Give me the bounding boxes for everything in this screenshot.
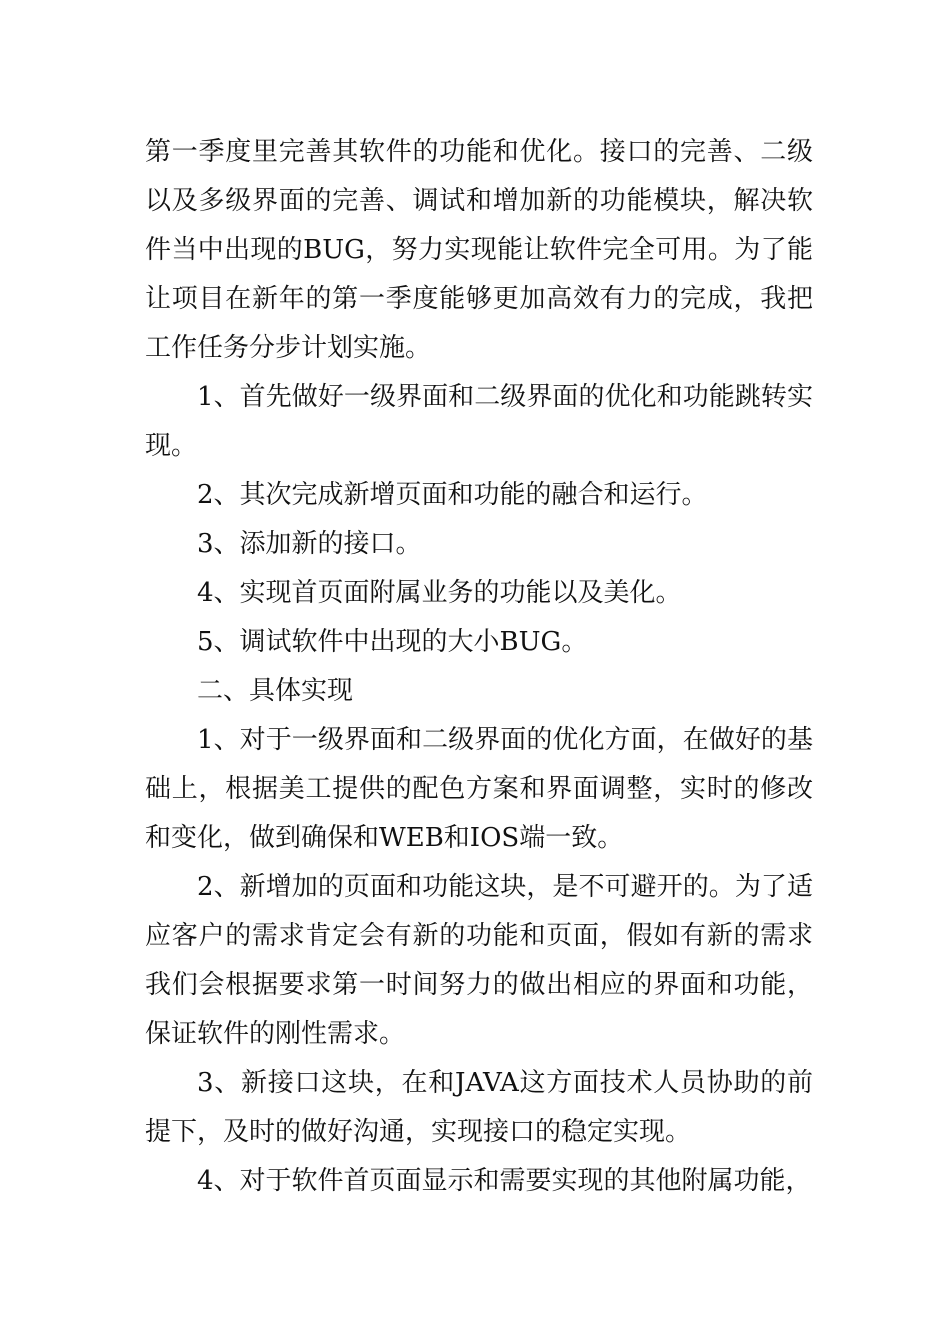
paragraph-detail-item-3: 3、新接口这块，在和JAVA这方面技术人员协助的前提下，及时的做好沟通，实现接口的稳定实现。 <box>145 1068 813 1147</box>
paragraph-detail-item-2: 2、新增加的页面和功能这块，是不可避开的。为了适应客户的需求肯定会有新的功能和页面，假如有新的需求我们会根据要求第一时间努力的做出相应的界面和功能，保证软件的刚性需求。 <box>145 872 813 1049</box>
paragraph-plan-item-3: 3、添加新的接口。 <box>197 529 422 559</box>
document-body <box>145 128 813 1206</box>
section-heading: 二、具体实现 <box>197 676 354 706</box>
paragraph-plan-item-1: 1、首先做好一级界面和二级界面的优化和功能跳转实现。 <box>145 382 813 461</box>
paragraph-plan-item-4: 4、实现首页面附属业务的功能以及美化。 <box>197 578 682 608</box>
paragraph-detail-item-1: 1、对于一级界面和二级界面的优化方面，在做好的基础上，根据美工提供的配色方案和界面调整，实时的修改和变化，做到确保和WEB和IOS端一致。 <box>145 725 813 853</box>
paragraph-plan-item-5: 5、调试软件中出现的大小BUG。 <box>197 627 588 657</box>
paragraph-detail-item-4: 4、对于软件首页面显示和需要实现的其他附属功能， <box>197 1166 812 1196</box>
paragraph-plan-item-2: 2、其次完成新增页面和功能的融合和运行。 <box>197 480 708 510</box>
paragraph-intro-continued: 第一季度里完善其软件的功能和优化。接口的完善、二级以及多级界面的完善、调试和增加新的功能模块，解决软件当中出现的BUG，努力实现能让软件完全可用。为了能让项目在新年的第一季度能够更加高效有力的完成，我把工作任务分步计划实施。 <box>145 137 813 363</box>
